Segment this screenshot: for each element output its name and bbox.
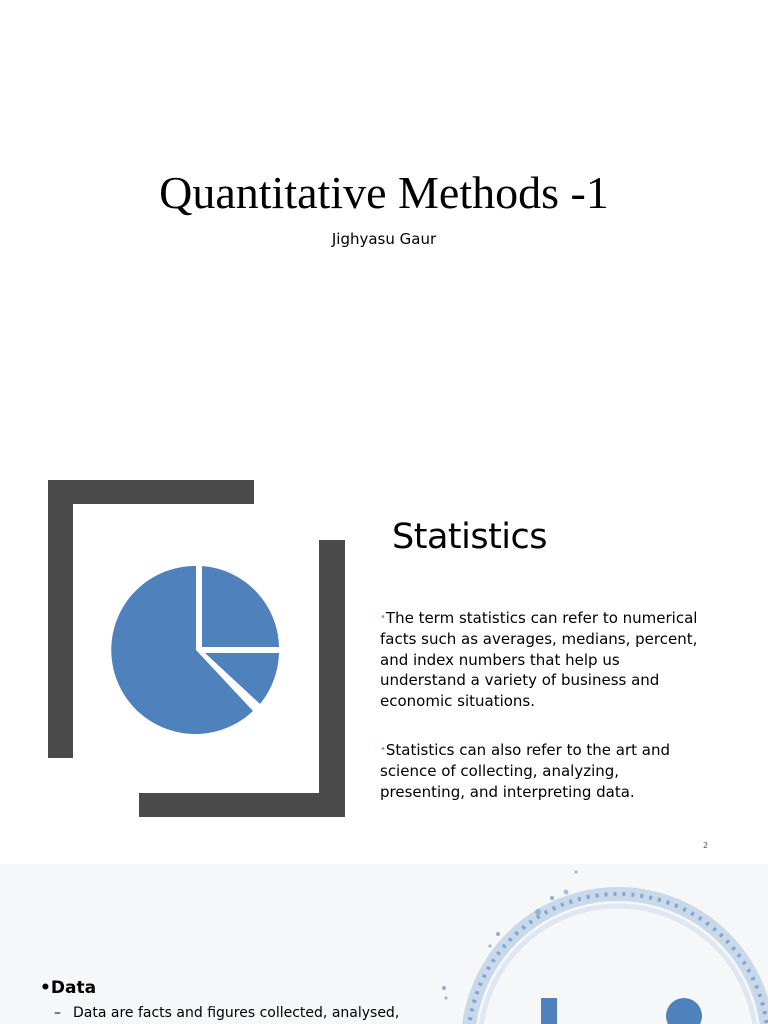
decorative-ring-graphic: [428, 864, 768, 1024]
bullet-text: The term statistics can refer to numerical facts such as averages, medians, percent, and index numbers that help us understand a variety of business and economic situations.: [380, 609, 698, 711]
pie-slice-top-right: [202, 566, 279, 647]
bullet-item: [380, 608, 700, 712]
frame-bar-left: [48, 480, 73, 758]
bullet-dot-icon: •: [380, 612, 386, 623]
bullet-item: [380, 740, 700, 802]
data-definition-text: Data are facts and figures collected, analysed,: [73, 1005, 400, 1021]
pie-chart-icon: [108, 560, 288, 740]
author-name: Jighyasu Gaur: [331, 230, 437, 248]
presentation-title: Quantitative Methods -1: [159, 167, 609, 218]
data-heading: •Data: [40, 978, 97, 998]
slide-heading: Statistics: [392, 517, 547, 557]
frame-bar-bottom-right: [139, 793, 345, 817]
slide-statistics: [0, 432, 768, 864]
dash-marker: –: [54, 1005, 61, 1021]
slide-title: [0, 0, 768, 432]
data-sub-item: [54, 1005, 399, 1021]
frame-bar-top-left: [48, 480, 254, 504]
frame-bar-right: [319, 540, 345, 817]
slide-data: [0, 864, 768, 1024]
page-number: 2: [703, 841, 709, 850]
bullet-dot-icon: •: [380, 744, 386, 755]
bullet-text: Statistics can also refer to the art and science of collecting, analyzing, presenting, and interpreting data.: [380, 741, 671, 801]
